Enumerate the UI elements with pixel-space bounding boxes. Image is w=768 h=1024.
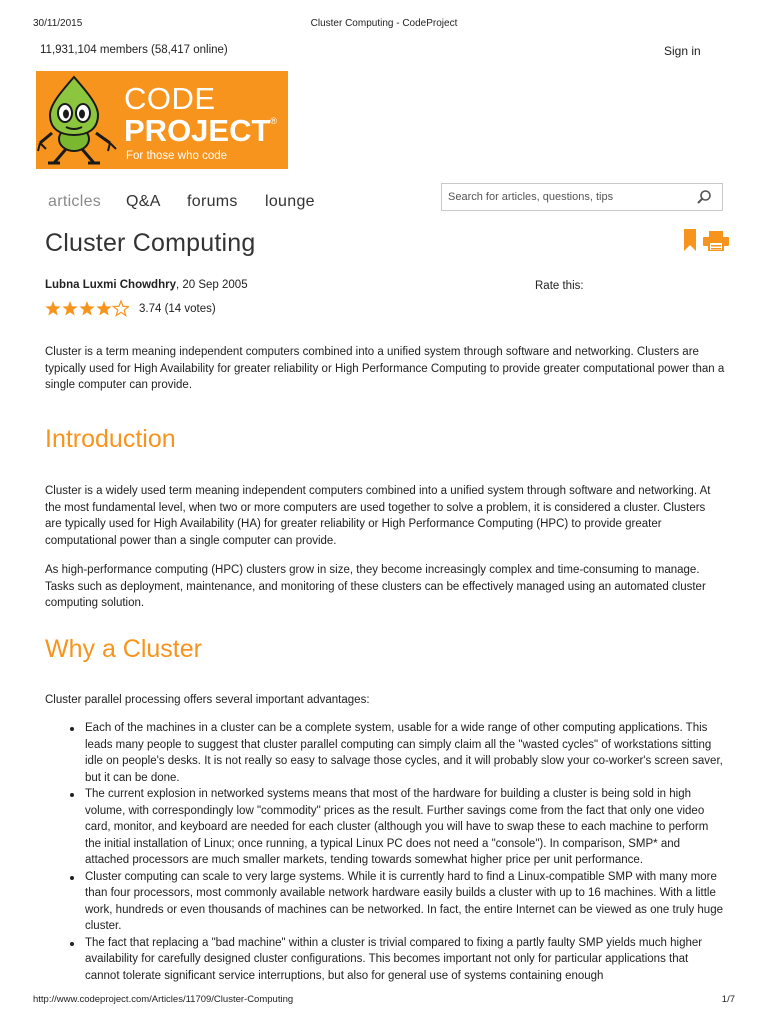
member-count: 11,931,104 members (58,417 online)	[40, 44, 228, 56]
rating-votes: 3.74 (14 votes)	[139, 303, 216, 315]
star-icon	[45, 301, 60, 315]
nav-qa[interactable]: Q&A	[126, 193, 161, 210]
sign-in-link[interactable]: Sign in	[664, 44, 701, 58]
print-url: http://www.codeproject.com/Articles/11709/Cluster-Computing	[33, 994, 294, 1005]
star-rating	[45, 300, 129, 318]
bob-mascot-icon	[36, 71, 124, 169]
print-date: 30/11/2015	[33, 18, 83, 29]
publish-date: , 20 Sep 2005	[175, 279, 248, 291]
author-name[interactable]: Lubna Luxmi Chowdhry	[45, 279, 176, 291]
heading-introduction: Introduction	[45, 425, 176, 453]
list-item: Each of the machines in a cluster can be a complete system, usable for a wide range of other computing applications. This leads many people to suggest that cluster parallel computing can simply claim all the "wasted cycles" of workstations sitting idle on people's desks. It is not really so easy to salvage those cycles, and it will probably slow your co-worker's screen saver, but it can be done.	[85, 720, 725, 786]
advantages-lead: Cluster parallel processing offers several important advantages:	[45, 694, 370, 706]
author-line	[45, 279, 248, 291]
nav-forums[interactable]: forums	[187, 193, 238, 210]
search-input[interactable]	[448, 188, 688, 206]
list-item: The fact that replacing a "bad machine" within a cluster is trivial compared to fixing a partly faulty SMP yields much higher availability for carefully designed cluster configurations. This becomes important not only for particular applications that cannot tolerate significant service interruptions, but also for general use of systems containing enough	[85, 935, 725, 985]
codeproject-logo[interactable]	[36, 71, 288, 169]
star-icon	[113, 301, 128, 315]
list-item: The current explosion in networked systems means that most of the hardware for building a cluster is being sold in high volume, with correspondingly low "commodity" prices as the result. Further savings come from the fact that only one video card, monitor, and keyboard are needed for each cluster (although you will have to swap these to each machine to perform the initial installation of Linux; once running, a typical Linux PC does not need a "console"). In comparison, SMP* and attached processors are much smaller markets, tending towards somewhat higher price per unit performance.	[85, 786, 725, 869]
search-icon[interactable]	[696, 189, 712, 205]
rate-this-label: Rate this:	[535, 280, 584, 292]
star-icon	[62, 301, 77, 315]
logo-tagline: For those who code	[126, 150, 228, 162]
print-page-title: Cluster Computing - CodeProject	[310, 18, 458, 29]
list-item: Cluster computing can scale to very large systems. While it is currently hard to find a Linux-compatible SMP with many more than four processors, most commonly available network hardware easily builds a cluster with up to 16 machines. With a little work, hundreds or even thousands of machines can be networked. In fact, the entire Internet can be viewed as one truly huge cluster.	[85, 869, 725, 935]
print-header	[33, 18, 735, 32]
logo-code-text: CODE	[124, 81, 216, 116]
search-box	[441, 183, 723, 211]
logo-project-text: PROJECT®	[124, 113, 278, 148]
star-icon	[79, 301, 94, 315]
star-icon	[96, 301, 111, 315]
print-icon[interactable]	[703, 231, 729, 251]
nav-lounge[interactable]: lounge	[265, 193, 315, 210]
print-page-number: 1/7	[721, 994, 735, 1005]
article-summary: Cluster is a term meaning independent computers combined into a unified system through software and networking. Clusters are typically used for High Availability for greater reliability or High Performance Computing to provide greater computational power than a single computer can provide.	[45, 346, 725, 392]
article-title: Cluster Computing	[45, 229, 256, 257]
heading-why-a-cluster: Why a Cluster	[45, 635, 202, 663]
advantages-list	[85, 720, 725, 984]
intro-paragraph-1: Cluster is a widely used term meaning independent computers combined into a unified system through software and networking. At the most fundamental level, when two or more computers are used together to solve a problem, it is considered a cluster. Clusters are typically used for High Availability (HA) for greater reliability or High Performance Computing (HPC) to provide greater computational power than a single computer can provide.	[45, 485, 711, 548]
bookmark-icon[interactable]	[684, 229, 696, 251]
intro-paragraph-2: As high-performance computing (HPC) clusters grow in size, they become increasingly complex and time-consuming to manage. Tasks such as deployment, maintenance, and monitoring of these clusters can be effectively managed using an automated cluster computing solution.	[45, 564, 706, 610]
nav-articles[interactable]: articles	[48, 193, 102, 210]
